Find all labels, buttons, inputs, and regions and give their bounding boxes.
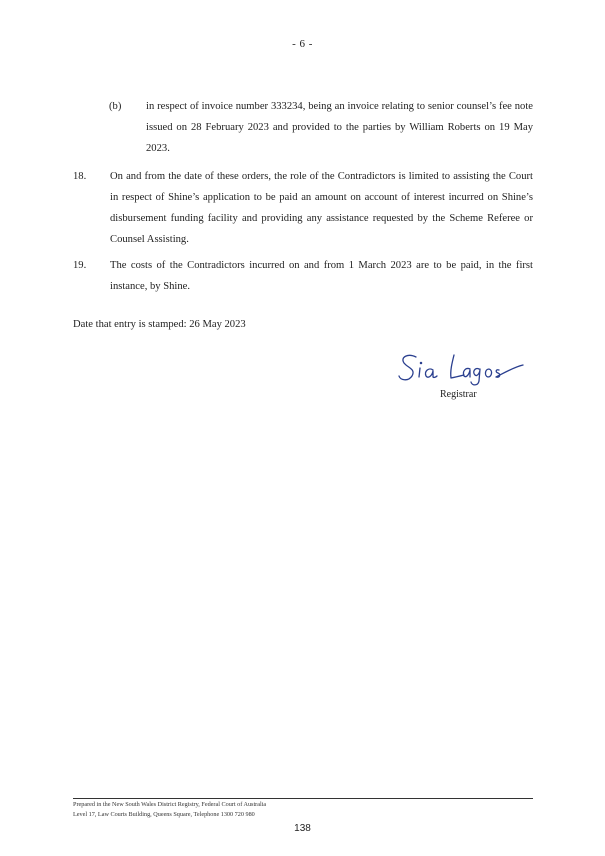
order-paragraph-18 [73,166,533,250]
paragraph-number: 19. [73,260,87,271]
page-header-number: - 6 - [292,38,313,50]
order-subparagraph-b [109,96,533,159]
paragraph-text: The costs of the Contradictors incurred on and from 1 March 2023 are to be paid, in the first instance, by Shine. [110,260,533,292]
footer-address-line: Level 17, Law Courts Building, Queens Square, Telephone 1300 720 980 [73,811,255,818]
paragraph-text: in respect of invoice number 333234, being an invoice relating to senior counsel’s fee note issued on 28 February 2023 and provided to the parties by William Roberts on 19 May 2023. [146,101,533,154]
paragraph-number: (b) [109,101,122,112]
entry-date-line: Date that entry is stamped: 26 May 2023 [73,319,246,330]
registrar-title: Registrar [440,389,477,400]
footer-divider [73,798,533,799]
registrar-signature [396,351,526,387]
footer-registry-line: Prepared in the New South Wales District Registry, Federal Court of Australia [73,801,267,808]
paragraph-number: 18. [73,171,87,182]
page-footer-number: 138 [294,823,311,834]
order-paragraph-19 [73,255,533,297]
paragraph-text: On and from the date of these orders, the role of the Contradictors is limited to assisting the Court in respect of Shine’s application to be paid an amount on account of interest incurred on Shine’s disbursement funding facility and providing any assistance requested by the Scheme Referee or Counsel Assisting. [110,171,533,245]
